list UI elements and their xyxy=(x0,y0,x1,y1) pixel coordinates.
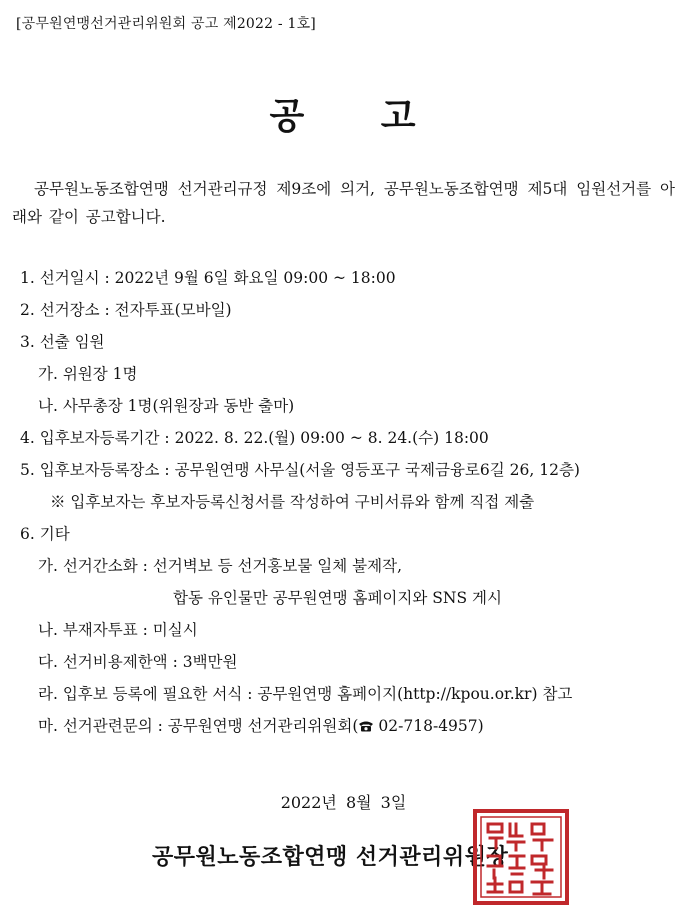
item-election-place: 2. 선거장소 : 전자투표(모바일) xyxy=(20,301,232,319)
item-other-inquiry xyxy=(20,710,680,742)
item-officers: 3. 선출 임원 xyxy=(20,333,105,351)
item-officers-secretary: 나. 사무총장 1명(위원장과 동반 출마) xyxy=(38,397,295,415)
official-seal-stamp xyxy=(472,808,570,906)
item-election-date: 1. 선거일시 : 2022년 9월 6일 화요일 09:00 ~ 18:00 xyxy=(20,269,396,287)
item-other-cost-limit: 다. 선거비용제한액 : 3백만원 xyxy=(38,653,238,671)
item-other-absentee: 나. 부재자투표 : 미실시 xyxy=(38,621,198,639)
item-other-simplification-cont: 합동 유인물만 공무원연맹 홈페이지와 SNS 게시 xyxy=(173,589,502,607)
inquiry-label: 마. 선거관련문의 : 공무원연맹 선거관리위원회( xyxy=(38,717,359,735)
item-other: 6. 기타 xyxy=(20,525,70,543)
item-other-forms: 라. 입후보 등록에 필요한 서식 : 공무원연맹 홈페이지(http://kpou.or.kr) 참고 xyxy=(38,685,573,703)
announcement-items xyxy=(20,262,680,742)
page-title: 공 고 xyxy=(269,95,418,137)
intro-paragraph: 공무원노동조합연맹 선거관리규정 제9조에 의거, 공무원노동조합연맹 제5대 임원선거를 아래와 같이 공고합니다. xyxy=(12,180,675,226)
announcement-date: 2022년 8월 3일 xyxy=(280,793,407,812)
signer-name: 공무원노동조합연맹 선거관리위원장 xyxy=(152,844,509,870)
item-registration-period: 4. 입후보자등록기간 : 2022. 8. 22.(월) 09:00 ~ 8. 24.(수) 18:00 xyxy=(20,429,489,447)
telephone-icon xyxy=(358,720,374,732)
item-officers-chair: 가. 위원장 1명 xyxy=(38,365,138,383)
item-other-simplification: 가. 선거간소화 : 선거벽보 등 선거홍보물 일체 불제작, xyxy=(38,557,402,575)
item-registration-note: ※ 입후보자는 후보자등록신청서를 작성하여 구비서류와 함께 직접 제출 xyxy=(50,493,535,511)
document-number: [공무원연맹선거관리위원회 공고 제2022 - 1호] xyxy=(16,16,316,32)
item-registration-place: 5. 입후보자등록장소 : 공무원연맹 사무실(서울 영등포구 국제금융로6길 26, 12층) xyxy=(20,461,580,479)
inquiry-phone: 02-718-4957) xyxy=(378,717,484,735)
